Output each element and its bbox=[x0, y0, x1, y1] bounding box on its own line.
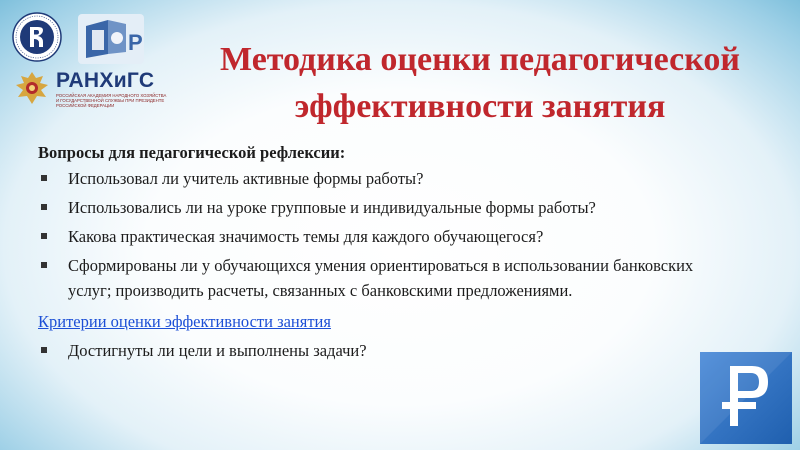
reflection-item: Использовались ли на уроке групповые и индивидуальные формы работы? bbox=[38, 195, 738, 220]
reflection-heading: Вопросы для педагогической рефлексии: bbox=[38, 143, 346, 162]
ranepa-wordmark: РАНХиГС bbox=[56, 69, 155, 92]
sp-box-logo bbox=[78, 14, 144, 64]
ruble-icon bbox=[700, 352, 792, 444]
ranepa-emblem bbox=[10, 70, 54, 106]
title-line-1: Методика оценки педагогической bbox=[220, 41, 740, 78]
slide-content bbox=[38, 140, 738, 367]
reflection-item: Сформированы ли у обучающихся умения ориентироваться в использовании банковских услуг; производить расчеты, связанных с банковскими предложениями. bbox=[38, 253, 738, 303]
criteria-link[interactable]: Критерии оценки эффективности занятия bbox=[38, 312, 331, 331]
svg-text:P: P bbox=[128, 30, 143, 55]
criteria-list bbox=[38, 338, 738, 363]
reflection-item: Какова практическая значимость темы для каждого обучающегося? bbox=[38, 224, 738, 249]
reflection-list bbox=[38, 166, 738, 303]
title-line-2: эффективности занятия bbox=[294, 88, 666, 125]
reflection-item: Использовал ли учитель активные формы работы? bbox=[38, 166, 738, 191]
hse-logo bbox=[12, 12, 62, 62]
ranepa-logo bbox=[56, 70, 168, 108]
ranepa-subtitle: РОССИЙСКАЯ АКАДЕМИЯ НАРОДНОГО ХОЗЯЙСТВА И ГОСУДАРСТВЕННОЙ СЛУЖБЫ ПРИ ПРЕЗИДЕНТЕ РОССИЙСКОЙ ФЕДЕРАЦИИ bbox=[56, 93, 167, 108]
slide-title bbox=[160, 36, 800, 130]
criteria-item: Достигнуты ли цели и выполнены задачи? bbox=[38, 338, 738, 363]
